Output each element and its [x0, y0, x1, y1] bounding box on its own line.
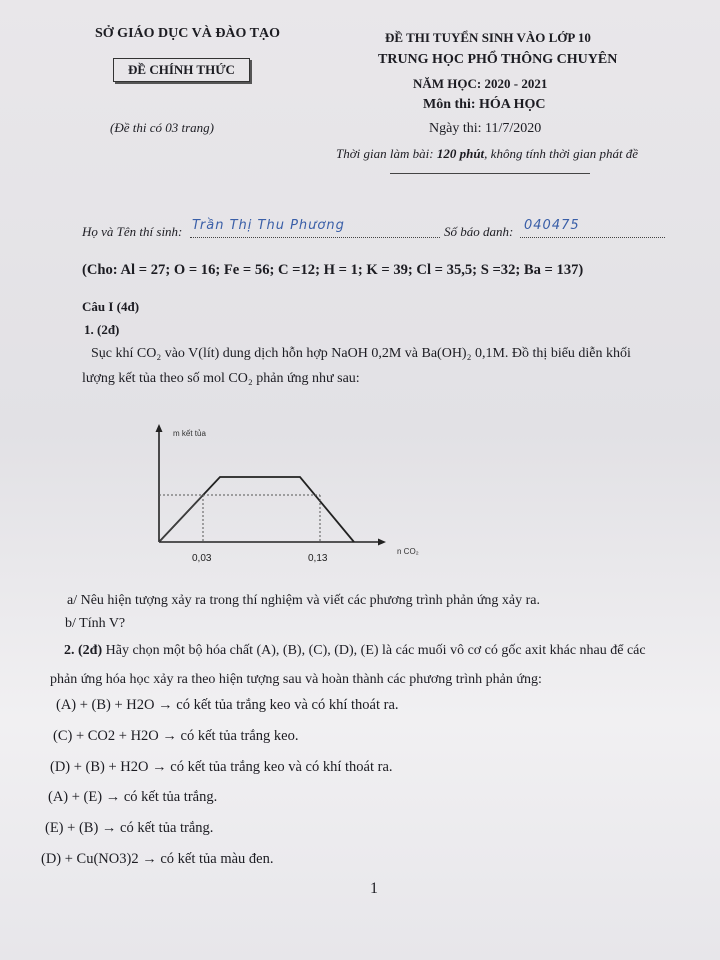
- precipitate-chart: [140, 420, 440, 570]
- secondary-line: [159, 495, 203, 542]
- school-year: NĂM HỌC: 2020 - 2021: [413, 76, 548, 91]
- question-1-sub-a: a/ Nêu hiện tượng xảy ra trong thí nghiệm và viết các phương trình phản ứng xảy ra.: [67, 593, 540, 608]
- candidate-number-label: Số báo danh:: [444, 224, 514, 239]
- candidate-name-handwriting: Trần Thị Thu Phương: [192, 218, 345, 233]
- subject: Môn thi: HÓA HỌC: [423, 97, 546, 112]
- x-axis-arrow: [378, 539, 386, 546]
- pages-note: (Đề thi có 03 trang): [110, 120, 214, 135]
- candidate-number-handwriting: 040475: [524, 218, 580, 233]
- x-tick-0-13: 0,13: [308, 553, 328, 564]
- exam-title: ĐỀ THI TUYỂN SINH VÀO LỚP 10: [385, 30, 591, 45]
- x-axis-label: n CO₂: [397, 547, 419, 556]
- official-badge: ĐỀ CHÍNH THỨC: [113, 58, 250, 82]
- question-1-title: Câu I (4đ): [82, 299, 140, 314]
- question-1-intro-line-1: Sục khí CO₂ vào V(lít) dung dịch hỗn hợp NaOH 0,2M và Ba(OH)₂ 0,1M. Đồ thị biểu diễn khối: [91, 346, 631, 361]
- duration: Thời gian làm bài: 120 phút, không tính thời gian phát đề: [336, 146, 639, 161]
- question-2-intro-line-2: phản ứng hóa học xảy ra theo hiện tượng sau và hoàn thành các phương trình phản ứng:: [50, 672, 542, 687]
- name-dotted-line: [190, 237, 440, 238]
- question-1-intro-line-2: lượng kết tủa theo số mol CO₂ phản ứng như sau:: [82, 371, 360, 386]
- question-2-intro-line-1: 2. (2đ) Hãy chọn một bộ hóa chất (A), (B), (C), (D), (E) là các muối vô cơ có gốc axit khác nhau để các: [64, 643, 646, 658]
- sbd-dotted-line: [520, 237, 665, 238]
- reaction-2: (C) + CO2 + H2O → có kết tủa trắng keo.: [53, 728, 299, 744]
- candidate-name-label: Họ và Tên thí sinh:: [82, 224, 183, 239]
- atomic-masses: (Cho: Al = 27; O = 16; Fe = 56; C =12; H = 1; K = 39; Cl = 35,5; S =32; Ba = 137): [82, 262, 584, 278]
- reaction-6: (D) + Cu(NO3)2 → có kết tủa màu đen.: [41, 851, 274, 867]
- department-title: SỞ GIÁO DỤC VÀ ĐÀO TẠO: [95, 26, 281, 41]
- page-number: 1: [370, 880, 378, 897]
- exam-date: Ngày thi: 11/7/2020: [429, 121, 542, 136]
- reaction-5: (E) + (B) → có kết tủa trắng.: [45, 820, 214, 836]
- question-1-sub-b: b/ Tính V?: [65, 616, 126, 631]
- reaction-1: (A) + (B) + H2O → có kết tủa trắng keo và có khí thoát ra.: [56, 697, 399, 713]
- question-1-part-1: 1. (2đ): [84, 322, 120, 337]
- reaction-4: (A) + (E) → có kết tủa trắng.: [48, 789, 218, 805]
- y-axis-label: m kết tủa: [173, 429, 206, 438]
- y-axis-arrow: [156, 424, 163, 432]
- school-name: TRUNG HỌC PHỔ THÔNG CHUYÊN: [378, 52, 618, 67]
- reaction-3: (D) + (B) + H2O → có kết tủa trắng keo và có khí thoát ra.: [50, 759, 393, 775]
- series-line: [159, 477, 354, 542]
- x-tick-0-03: 0,03: [192, 553, 212, 564]
- header-rule: [390, 173, 590, 174]
